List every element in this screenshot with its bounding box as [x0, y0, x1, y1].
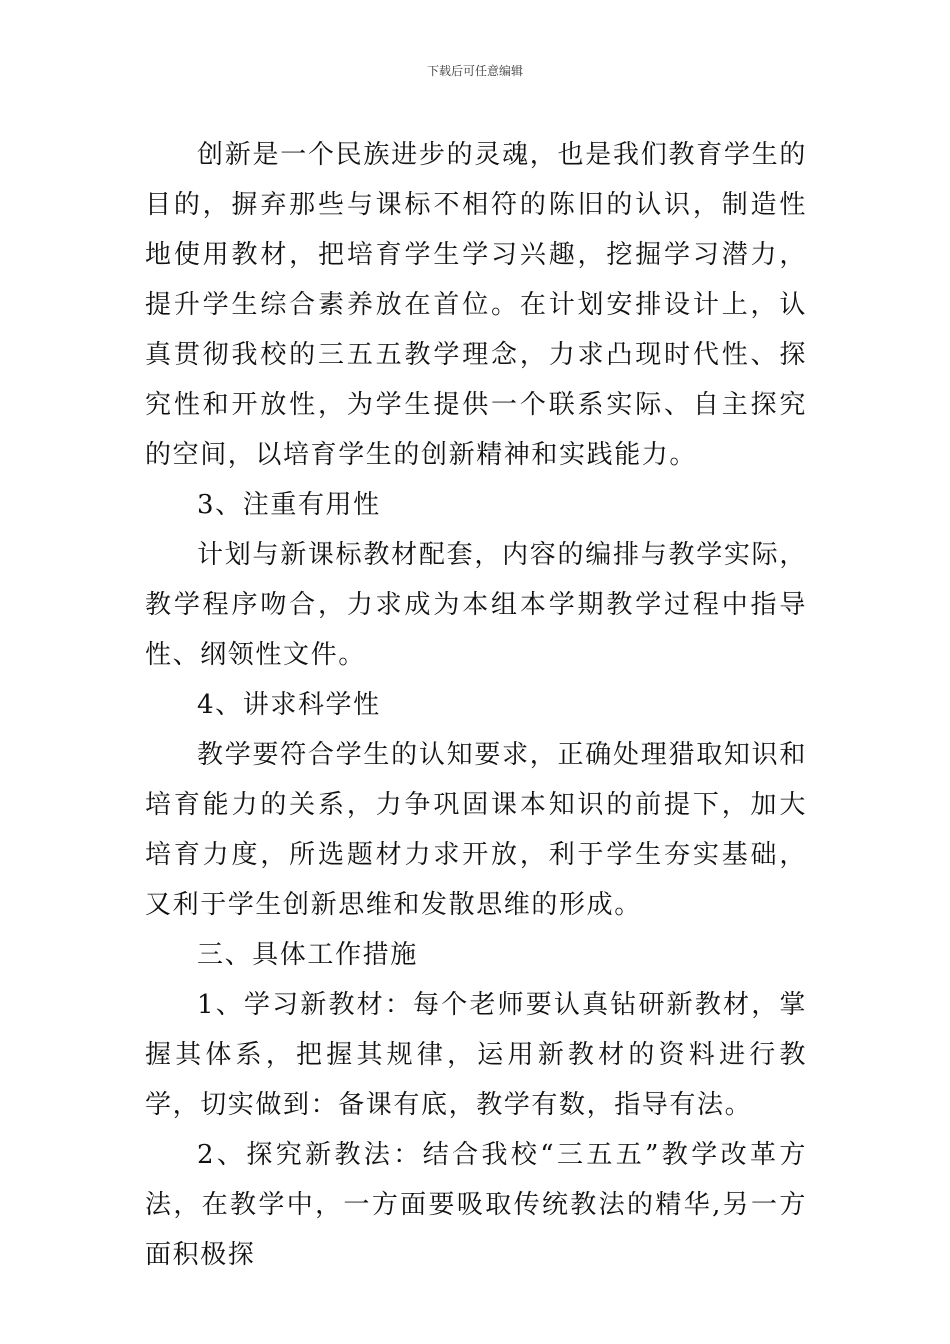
heading-practicality: 3、注重有用性	[197, 490, 381, 520]
heading-work-measures: 三、具体工作措施	[197, 940, 418, 970]
document-body	[145, 130, 807, 1280]
paragraph-innovation: 创新是一个民族进步的灵魂，也是我们教育学生的目的，摒弃那些与课标不相符的陈旧的认识，制造性地使用教材，把培育学生学习兴趣，挖掘学习潜力，提升学生综合素养放在首位。在计划安排设计上，认真贯彻我校的三五五教学理念，力求凸现时代性、探究性和开放性，为学生提供一个联系实际、自主探究的空间，以培育学生的创新精神和实践能力。	[145, 140, 807, 470]
paragraph-scientific: 教学要符合学生的认知要求，正确处理猎取知识和培育能力的关系，力争巩固课本知识的前提下，加大培育力度，所选题材力求开放，利于学生夯实基础，又利于学生创新思维和发散思维的形成。	[145, 740, 807, 920]
page-header: 下载后可任意编辑	[426, 64, 523, 78]
paragraph-new-textbook: 1、学习新教材：每个老师要认真钻研新教材，掌握其体系，把握其规律，运用新教材的资料进行教学，切实做到：备课有底，教学有数，指导有法。	[145, 990, 807, 1120]
heading-scientific: 4、讲求科学性	[197, 690, 381, 720]
paragraph-practicality: 计划与新课标教材配套，内容的编排与教学实际，教学程序吻合，力求成为本组本学期教学过程中指导性、纲领性文件。	[145, 540, 807, 670]
paragraph-new-method: 2、探究新教法：结合我校“三五五”教学改革方法，在教学中，一方面要吸取传统教法的精华,另一方面积极探	[145, 1140, 807, 1270]
